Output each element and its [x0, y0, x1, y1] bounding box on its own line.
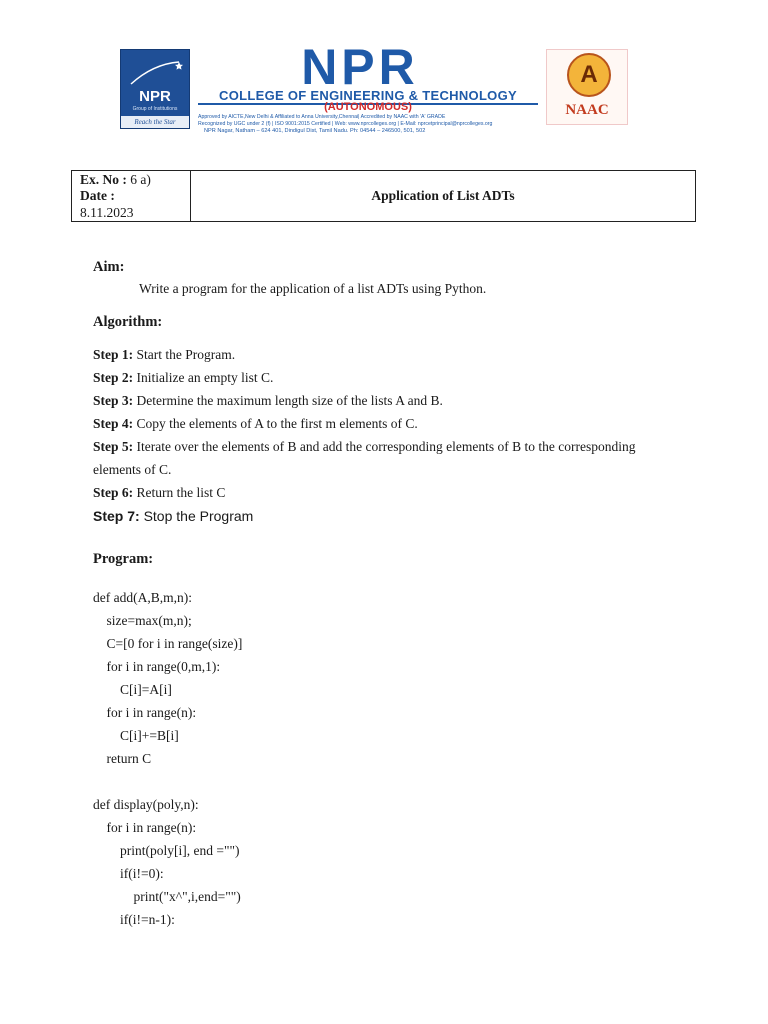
code-line: C[i]=A[i] — [93, 682, 172, 697]
step-text: Determine the maximum length size of the lists A and B. — [136, 393, 443, 408]
star-swoosh-icon — [127, 58, 183, 88]
date-value: 8.11.2023 — [80, 205, 134, 220]
npr-group-logo — [120, 49, 190, 129]
algorithm-step — [93, 416, 418, 432]
step-text: Iterate over the elements of B and add the corresponding elements of B to the corresponding — [136, 439, 636, 454]
algorithm-step — [93, 485, 225, 501]
date-label — [80, 188, 115, 204]
code-line: return C — [93, 751, 152, 766]
college-brand: NPR — [301, 39, 419, 95]
step-label: Step 2: — [93, 370, 134, 385]
algorithm-step — [93, 393, 443, 409]
algorithm-heading: Algorithm: — [93, 314, 163, 330]
step-label: Step 1: — [93, 347, 134, 362]
step-text: Stop the Program — [143, 508, 254, 524]
step-text: Initialize an empty list C. — [136, 370, 274, 385]
step-label: Step 3: — [93, 393, 134, 408]
aim-heading: Aim: — [93, 259, 125, 275]
algorithm-step — [93, 508, 253, 524]
program-heading: Program: — [93, 551, 154, 567]
grade-badge: A — [567, 53, 611, 97]
step-label: Step 5: — [93, 439, 134, 454]
exercise-number — [80, 172, 151, 188]
code-line: if(i!=n-1): — [93, 912, 175, 927]
code-line: print("x^",i,end="") — [93, 889, 241, 904]
step-label: Step 7: — [93, 508, 140, 524]
code-line: C[i]+=B[i] — [93, 728, 179, 743]
code-line: if(i!=0): — [93, 866, 164, 881]
algorithm-step — [93, 370, 273, 386]
logo-group-text: Group of Institutions — [132, 106, 178, 112]
exercise-number-label: Ex. No : — [80, 172, 127, 187]
recognition-line: Recognized by UGC under 2 (f) | ISO 9001:2015 Certified | Web: www.nprcolleges.org | E-Mail: nprcetprincipal@nprcolleges.org — [198, 121, 493, 127]
step-text: Return the list C — [136, 485, 226, 500]
naac-grade-logo — [546, 49, 628, 125]
code-line: def display(poly,n): — [93, 797, 199, 812]
college-name: COLLEGE OF ENGINEERING & TECHNOLOGY — [219, 88, 517, 103]
code-line: def add(A,B,m,n): — [93, 590, 192, 605]
step-text: Start the Program. — [136, 347, 236, 362]
step-text: Copy the elements of A to the first m elements of C. — [136, 416, 418, 431]
naac-label: NAAC — [565, 102, 609, 118]
autonomous-label: (AUTONOMOUS) — [324, 101, 412, 113]
algorithm-step — [93, 439, 635, 455]
exercise-title: Application of List ADTs — [371, 188, 515, 203]
logo-abbreviation: NPR — [139, 88, 171, 105]
algorithm-step — [93, 347, 235, 363]
exercise-header-table — [71, 170, 696, 222]
date-label-text: Date : — [80, 188, 115, 203]
code-line: C=[0 for i in range(size)] — [93, 636, 243, 651]
address-line: NPR Nagar, Natham – 624 401, Dindigul Dist, Tamil Nadu. Ph: 04544 – 246500, 501, 502 — [204, 128, 426, 134]
exercise-number-value: 6 a) — [130, 172, 151, 187]
step-label: Step 4: — [93, 416, 134, 431]
approval-line: Approved by AICTE,New Delhi & Affiliated to Anna University,Chennai| Accredited by NAAC with 'A' GRADE — [198, 114, 446, 120]
step-label: Step 6: — [93, 485, 134, 500]
code-line: print(poly[i], end ="") — [93, 843, 240, 858]
code-line: size=max(m,n); — [93, 613, 192, 628]
code-line: for i in range(0,m,1): — [93, 659, 221, 674]
code-line: for i in range(n): — [93, 705, 197, 720]
code-line: for i in range(n): — [93, 820, 197, 835]
logo-tagline: Reach the Star — [121, 116, 189, 128]
aim-text: Write a program for the application of a list ADTs using Python. — [139, 281, 487, 296]
algorithm-step-continuation: elements of C. — [93, 462, 172, 477]
